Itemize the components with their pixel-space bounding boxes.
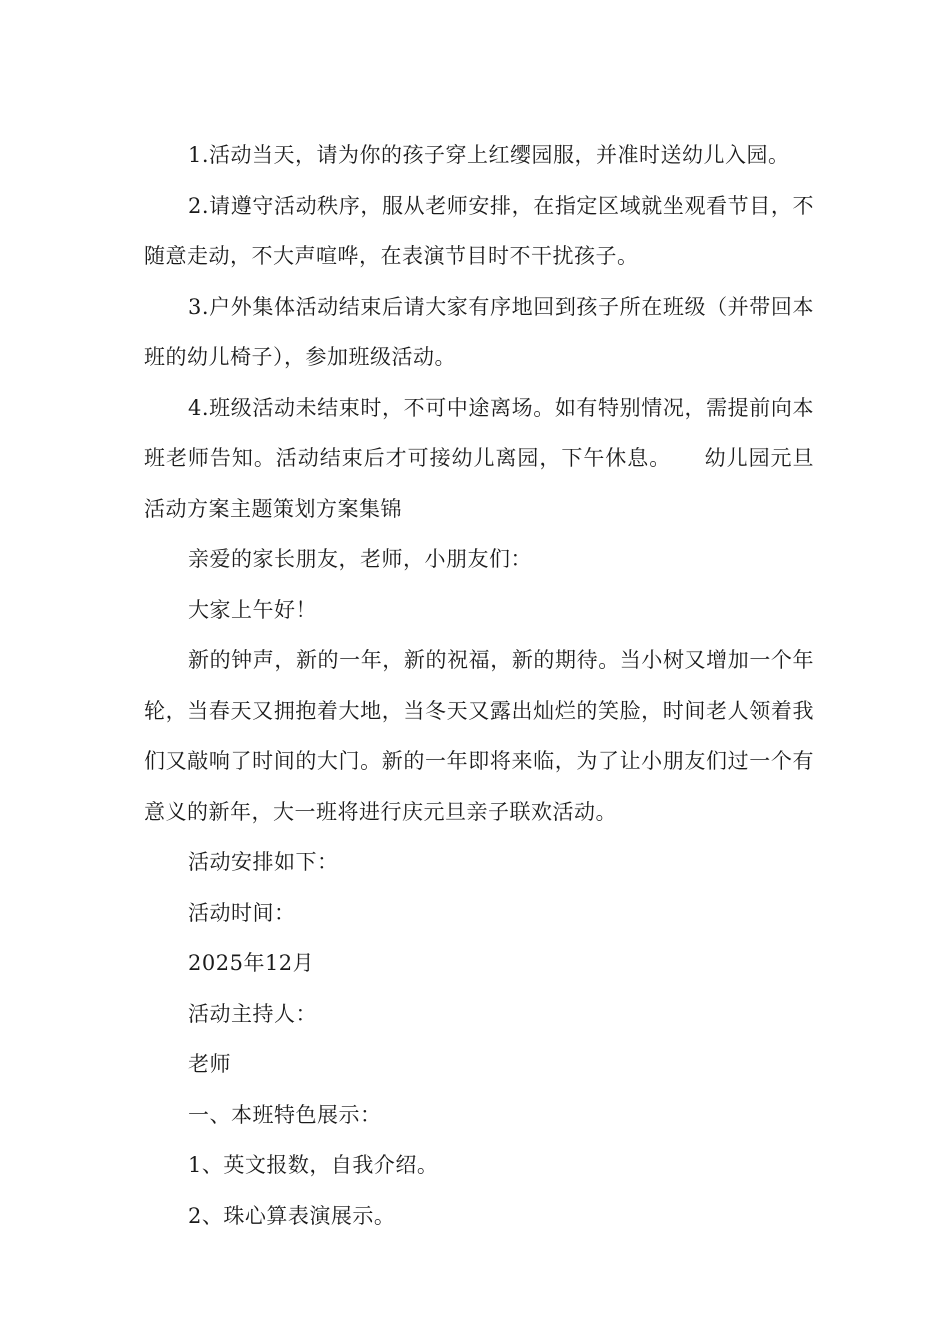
- host-label: 活动主持人：: [188, 1001, 317, 1026]
- greeting-morning: 大家上午好！: [188, 597, 317, 622]
- schedule-heading: 活动安排如下：: [188, 850, 339, 874]
- paragraph-rule-2: 2.请遵守活动秩序，服从老师安排，在指定区域就坐观看节目，不随意走动，不大声喧哗，在表演节目时不干扰孩子。: [144, 193, 814, 268]
- paragraph-rule-1: 1.活动当天，请为你的孩子穿上红缨园服，并准时送幼儿入园。: [188, 143, 790, 167]
- paragraph-rule-3: 3.户外集体活动结束后请大家有序地回到孩子所在班级（并带回本班的幼儿椅子），参加班级活动。: [144, 294, 814, 369]
- section-heading-1: 一、本班特色展示：: [188, 1102, 382, 1127]
- document-body: [144, 130, 814, 1241]
- list-item-1: 1、英文报数，自我介绍。: [188, 1153, 439, 1177]
- activity-time-label: 活动时间：: [188, 900, 296, 925]
- list-item-2: 2、珠心算表演展示。: [188, 1203, 396, 1228]
- paragraph-rule-4: 4.班级活动未结束时，不可中途离场。如有特别情况，需提前向本班老师告知。活动结束后才可接幼儿离园，下午休息。 幼儿园元旦活动方案主题策划方案集锦: [144, 395, 814, 521]
- intro-paragraph: 新的钟声，新的一年，新的祝福，新的期待。当小树又增加一个年轮，当春天又拥抱着大地，当冬天又露出灿烂的笑脸，时间老人领着我们又敲响了时间的大门。新的一年即将来临，为了让小朋友们过一个有意义的新年，大一班将进行庆元旦亲子联欢活动。: [144, 648, 814, 824]
- activity-time-value: 2025年12月: [188, 951, 315, 975]
- greeting-salutation: 亲爱的家长朋友，老师，小朋友们：: [188, 547, 532, 571]
- host-value: 老师: [188, 1052, 231, 1076]
